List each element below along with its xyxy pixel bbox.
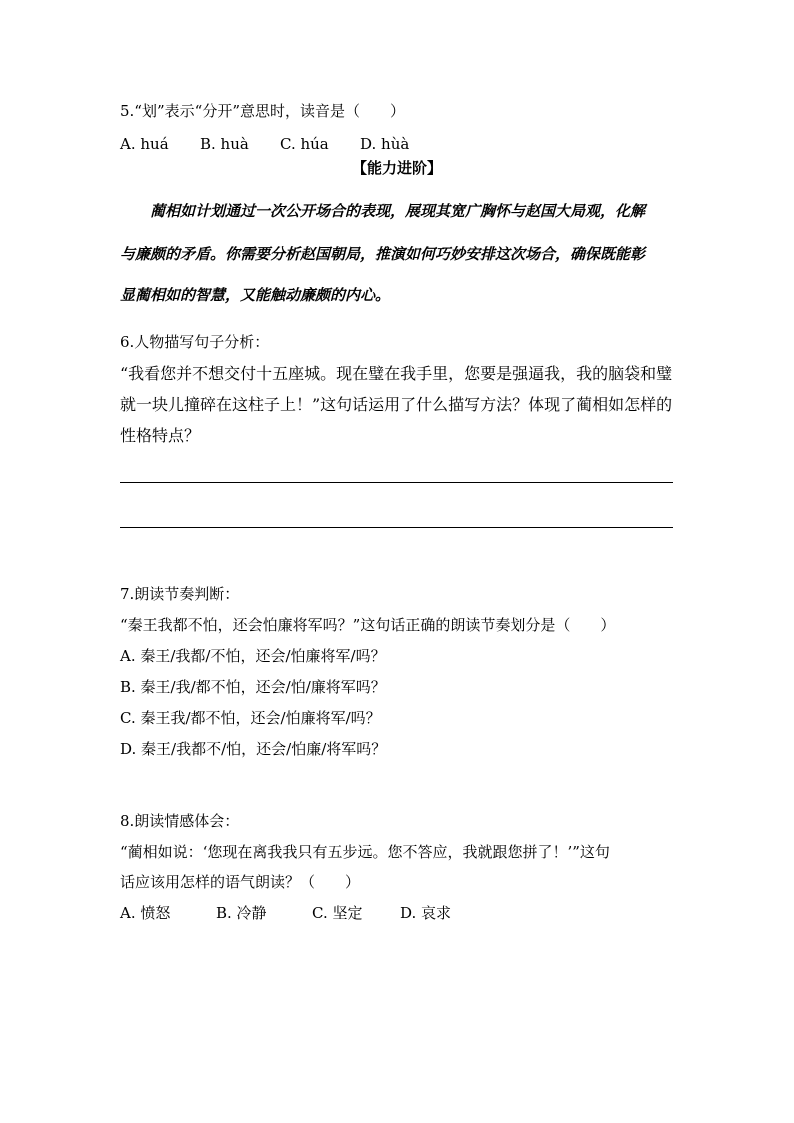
option-b: B. huà <box>200 135 249 153</box>
option-d: D. 哀求 <box>400 904 452 922</box>
passage-line-3: 显蔺相如的智慧，又能触动廉颇的内心。 <box>120 286 391 304</box>
question-7-option-c: C. 秦王我/都不怕，还会/怕廉将军/吗？ <box>120 709 381 727</box>
question-7-option-d: D. 秦王/我都不/怕，还会/怕廉/将军吗？ <box>120 740 387 758</box>
option-c: C. 坚定 <box>312 904 363 922</box>
question-6-line-1: “我看您并不想交付十五座城。现在璧在我手里，您要是强逼我，我的脑袋和璧 <box>120 364 673 383</box>
option-b: B. 冷静 <box>216 904 267 922</box>
question-5-options <box>120 134 409 154</box>
question-6-title: 6.人物描写句子分析： <box>120 333 270 351</box>
question-8-options <box>120 903 451 923</box>
question-7-option-b: B. 秦王/我/都不怕，还会/怕/廉将军吗？ <box>120 678 386 696</box>
question-8-line-1: “蔺相如说：‘您现在离我我只有五步远。您不答应，我就跟您拼了！’”这句 <box>120 843 610 861</box>
option-a: A. huá <box>120 135 169 153</box>
answer-line-2[interactable] <box>120 527 673 528</box>
option-d: D. hùà <box>360 135 410 153</box>
passage-line-1: 蔺相如计划通过一次公开场合的表现，展现其宽广胸怀与赵国大局观，化解 <box>120 202 646 220</box>
question-5-stem: 5.“划”表示“分开”意思时，读音是（ ） <box>120 102 405 120</box>
answer-line-1[interactable] <box>120 482 673 483</box>
question-6-line-3: 性格特点？ <box>120 426 201 445</box>
option-c: C. húa <box>280 135 329 153</box>
question-6-line-2: 就一块儿撞碎在这柱子上！”这句话运用了什么描写方法？体现了蔺相如怎样的 <box>120 395 673 414</box>
question-8-line-2: 话应该用怎样的语气朗读？（ ） <box>120 873 361 891</box>
question-8-title: 8.朗读情感体会： <box>120 812 240 830</box>
question-7-title: 7.朗读节奏判断： <box>120 585 240 603</box>
question-7-option-a: A. 秦王/我都/不怕，还会/怕廉将军/吗？ <box>120 647 386 665</box>
option-a: A. 愤怒 <box>120 904 171 922</box>
section-heading: 【能力进阶】 <box>351 159 442 177</box>
question-7-stem: “秦王我都不怕，还会怕廉将军吗？”这句话正确的朗读节奏划分是（ ） <box>120 616 616 634</box>
passage-line-2: 与廉颇的矛盾。你需要分析赵国朝局，推演如何巧妙安排这次场合，确保既能彰 <box>120 245 646 263</box>
